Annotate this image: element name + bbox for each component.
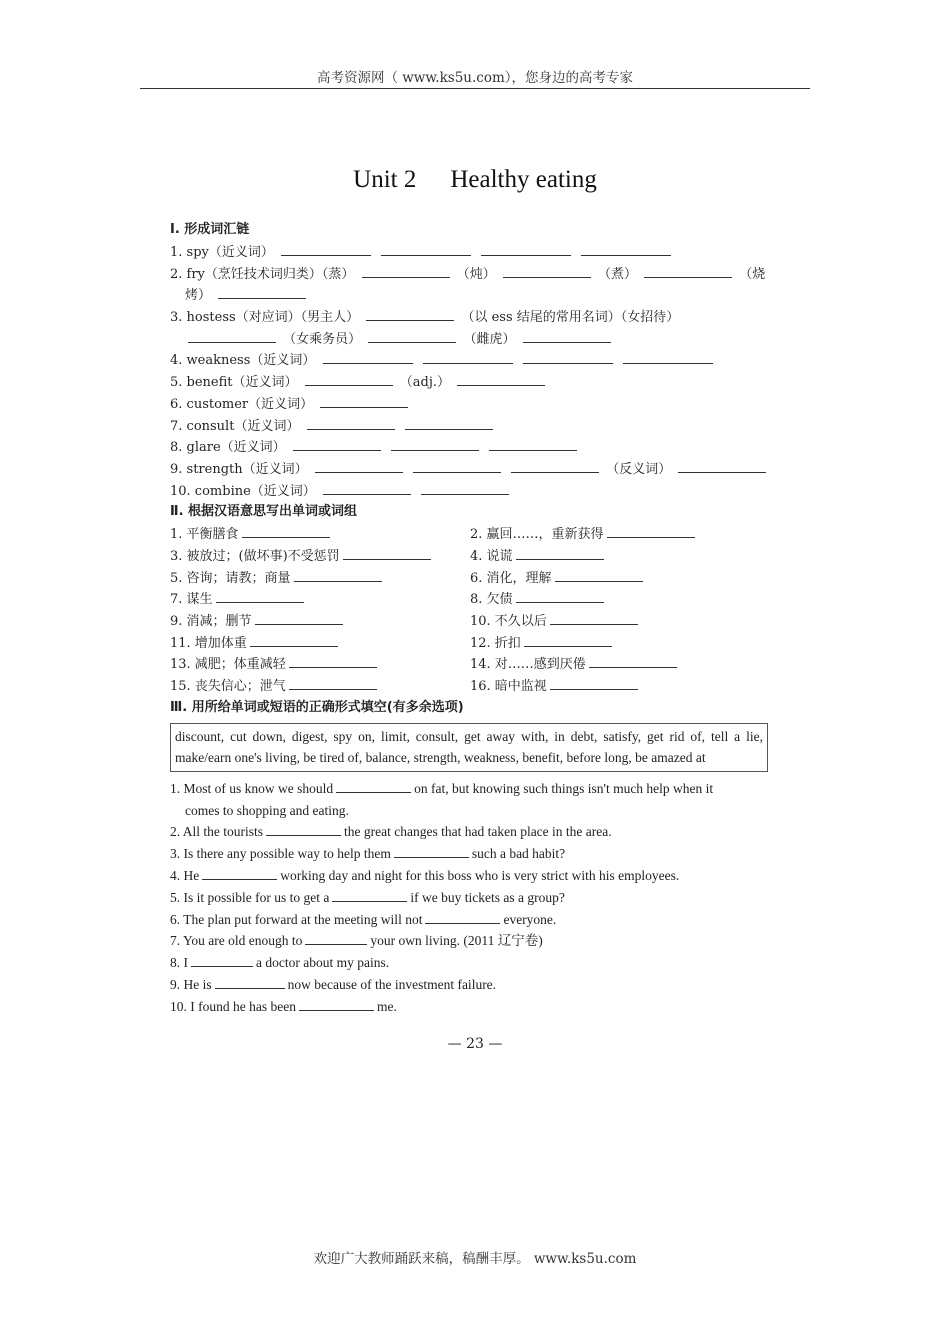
answer-blank[interactable] (336, 778, 411, 793)
answer-blank[interactable] (511, 458, 599, 473)
section-2-row: 3. 被放过；(做坏事)不受惩罚 4. 说谎 (170, 545, 770, 567)
section-1-item: 10. combine（近义词） (170, 480, 770, 502)
answer-blank[interactable] (489, 436, 577, 451)
answer-blank[interactable] (481, 241, 571, 256)
section-1-heading: Ⅰ. 形成词汇链 (170, 222, 250, 237)
answer-blank[interactable] (368, 328, 456, 343)
answer-blank[interactable] (215, 974, 285, 989)
answer-blank[interactable] (555, 567, 643, 582)
page-header: 高考资源网（ www.ks5u.com），您身边的高考专家 (316, 70, 634, 86)
answer-blank[interactable] (550, 675, 638, 690)
section-1-item: 6. customer（近义词） (170, 393, 770, 415)
section-2-heading: Ⅱ. 根据汉语意思写出单词或词组 (170, 504, 358, 520)
question-row: 5. Is it possible for us to get a if we buy tickets as a group? (170, 887, 770, 909)
question-row: 9. He is now because of the investment failure. (170, 974, 770, 996)
unit-label: Unit 2 (353, 166, 417, 193)
section-2-row: 7. 谋生 8. 欠债 (170, 588, 770, 610)
word-bank-box: discount, cut down, digest, spy on, limit, consult, get away with, in debt, satisfy, get rid of, tell a lie, make/earn one's living, be tired of, balance, strength, weakness, benefit, before long, be amazed at (170, 723, 768, 772)
question-row: 8. I a doctor about my pains. (170, 952, 770, 974)
answer-blank[interactable] (644, 263, 732, 278)
answer-blank[interactable] (523, 328, 611, 343)
answer-blank[interactable] (623, 349, 713, 364)
answer-blank[interactable] (289, 653, 377, 668)
answer-blank[interactable] (289, 675, 377, 690)
answer-blank[interactable] (516, 588, 604, 603)
page-number: — 23 — (447, 1036, 503, 1052)
answer-blank[interactable] (678, 458, 766, 473)
section-1-item: 3. hostess（对应词）（男主人） （以 ess 结尾的常用名词）（女招待） (170, 306, 770, 328)
answer-blank[interactable] (293, 436, 381, 451)
answer-blank[interactable] (589, 653, 677, 668)
answer-blank[interactable] (299, 996, 374, 1011)
section-1-item-cont: （女乘务员） （雌虎） (170, 328, 770, 350)
unit-name: Healthy eating (450, 166, 597, 193)
answer-blank[interactable] (423, 349, 513, 364)
answer-blank[interactable] (343, 545, 431, 560)
page-title (0, 166, 950, 194)
answer-blank[interactable] (218, 284, 306, 299)
answer-blank[interactable] (242, 523, 330, 538)
section-2-row: 9. 消减；删节 10. 不久以后 (170, 610, 770, 632)
answer-blank[interactable] (323, 349, 413, 364)
answer-blank[interactable] (503, 263, 591, 278)
answer-blank[interactable] (216, 588, 304, 603)
question-row: 3. Is there any possible way to help them such a bad habit? (170, 843, 770, 865)
answer-blank[interactable] (381, 241, 471, 256)
answer-blank[interactable] (202, 865, 277, 880)
answer-blank[interactable] (323, 480, 411, 495)
question-row: 1. Most of us know we should on fat, but knowing such things isn't much help when it (170, 778, 770, 800)
answer-blank[interactable] (405, 415, 493, 430)
question-row: 2. All the tourists the great changes that had taken place in the area. (170, 821, 770, 843)
answer-blank[interactable] (250, 632, 338, 647)
section-1-item: 8. glare（近义词） (170, 436, 770, 458)
answer-blank[interactable] (315, 458, 403, 473)
section-2-row: 5. 咨询；请教；商量 6. 消化，理解 (170, 567, 770, 589)
answer-blank[interactable] (413, 458, 501, 473)
answer-blank[interactable] (550, 610, 638, 625)
answer-blank[interactable] (305, 371, 393, 386)
question-row: 7. You are old enough to your own living. (2011 辽宁卷) (170, 930, 770, 952)
answer-blank[interactable] (457, 371, 545, 386)
answer-blank[interactable] (332, 887, 407, 902)
answer-blank[interactable] (391, 436, 479, 451)
page-footer: 欢迎广大教师踊跃来稿，稿酬丰厚。 www.ks5u.com (313, 1251, 637, 1267)
answer-blank[interactable] (266, 821, 341, 836)
question-row: 10. I found he has been me. (170, 996, 770, 1018)
answer-blank[interactable] (523, 349, 613, 364)
answer-blank[interactable] (320, 393, 408, 408)
answer-blank[interactable] (421, 480, 509, 495)
answer-blank[interactable] (362, 263, 450, 278)
answer-blank[interactable] (191, 952, 253, 967)
header-rule (140, 88, 810, 89)
answer-blank[interactable] (524, 632, 612, 647)
answer-blank[interactable] (281, 241, 371, 256)
answer-blank[interactable] (394, 843, 469, 858)
question-row-cont: comes to shopping and eating. (185, 802, 349, 818)
question-row: 6. The plan put forward at the meeting will not everyone. (170, 909, 770, 931)
question-row: 4. He working day and night for this boss who is very strict with his employees. (170, 865, 770, 887)
answer-blank[interactable] (366, 306, 454, 321)
answer-blank[interactable] (425, 909, 500, 924)
section-2-row: 15. 丧失信心；泄气 16. 暗中监视 (170, 675, 770, 697)
section-1-item-cont: 烤） (170, 284, 770, 306)
section-2-row: 11. 增加体重 12. 折扣 (170, 632, 770, 654)
section-1-item: 7. consult（近义词） (170, 415, 770, 437)
worksheet-content (170, 219, 770, 1018)
section-1-item: 4. weakness（近义词） (170, 349, 770, 371)
section-1-item: 1. spy（近义词） (170, 241, 770, 263)
answer-blank[interactable] (255, 610, 343, 625)
section-2-row: 1. 平衡膳食 2. 赢回……，重新获得 (170, 523, 770, 545)
section-2-row: 13. 减肥；体重减轻 14. 对……感到厌倦 (170, 653, 770, 675)
section-1-item: 9. strength（近义词） （反义词） (170, 458, 770, 480)
answer-blank[interactable] (294, 567, 382, 582)
answer-blank[interactable] (607, 523, 695, 538)
answer-blank[interactable] (307, 415, 395, 430)
section-1-item: 5. benefit（近义词） （adj.） (170, 371, 770, 393)
section-3-heading: Ⅲ. 用所给单词或短语的正确形式填空(有多余选项) (170, 699, 464, 715)
answer-blank[interactable] (188, 328, 276, 343)
answer-blank[interactable] (516, 545, 604, 560)
answer-blank[interactable] (581, 241, 671, 256)
section-1-item: 2. fry（烹饪技术词归类）（蒸） （炖） （煮） （烧 (170, 263, 770, 285)
answer-blank[interactable] (305, 930, 367, 945)
